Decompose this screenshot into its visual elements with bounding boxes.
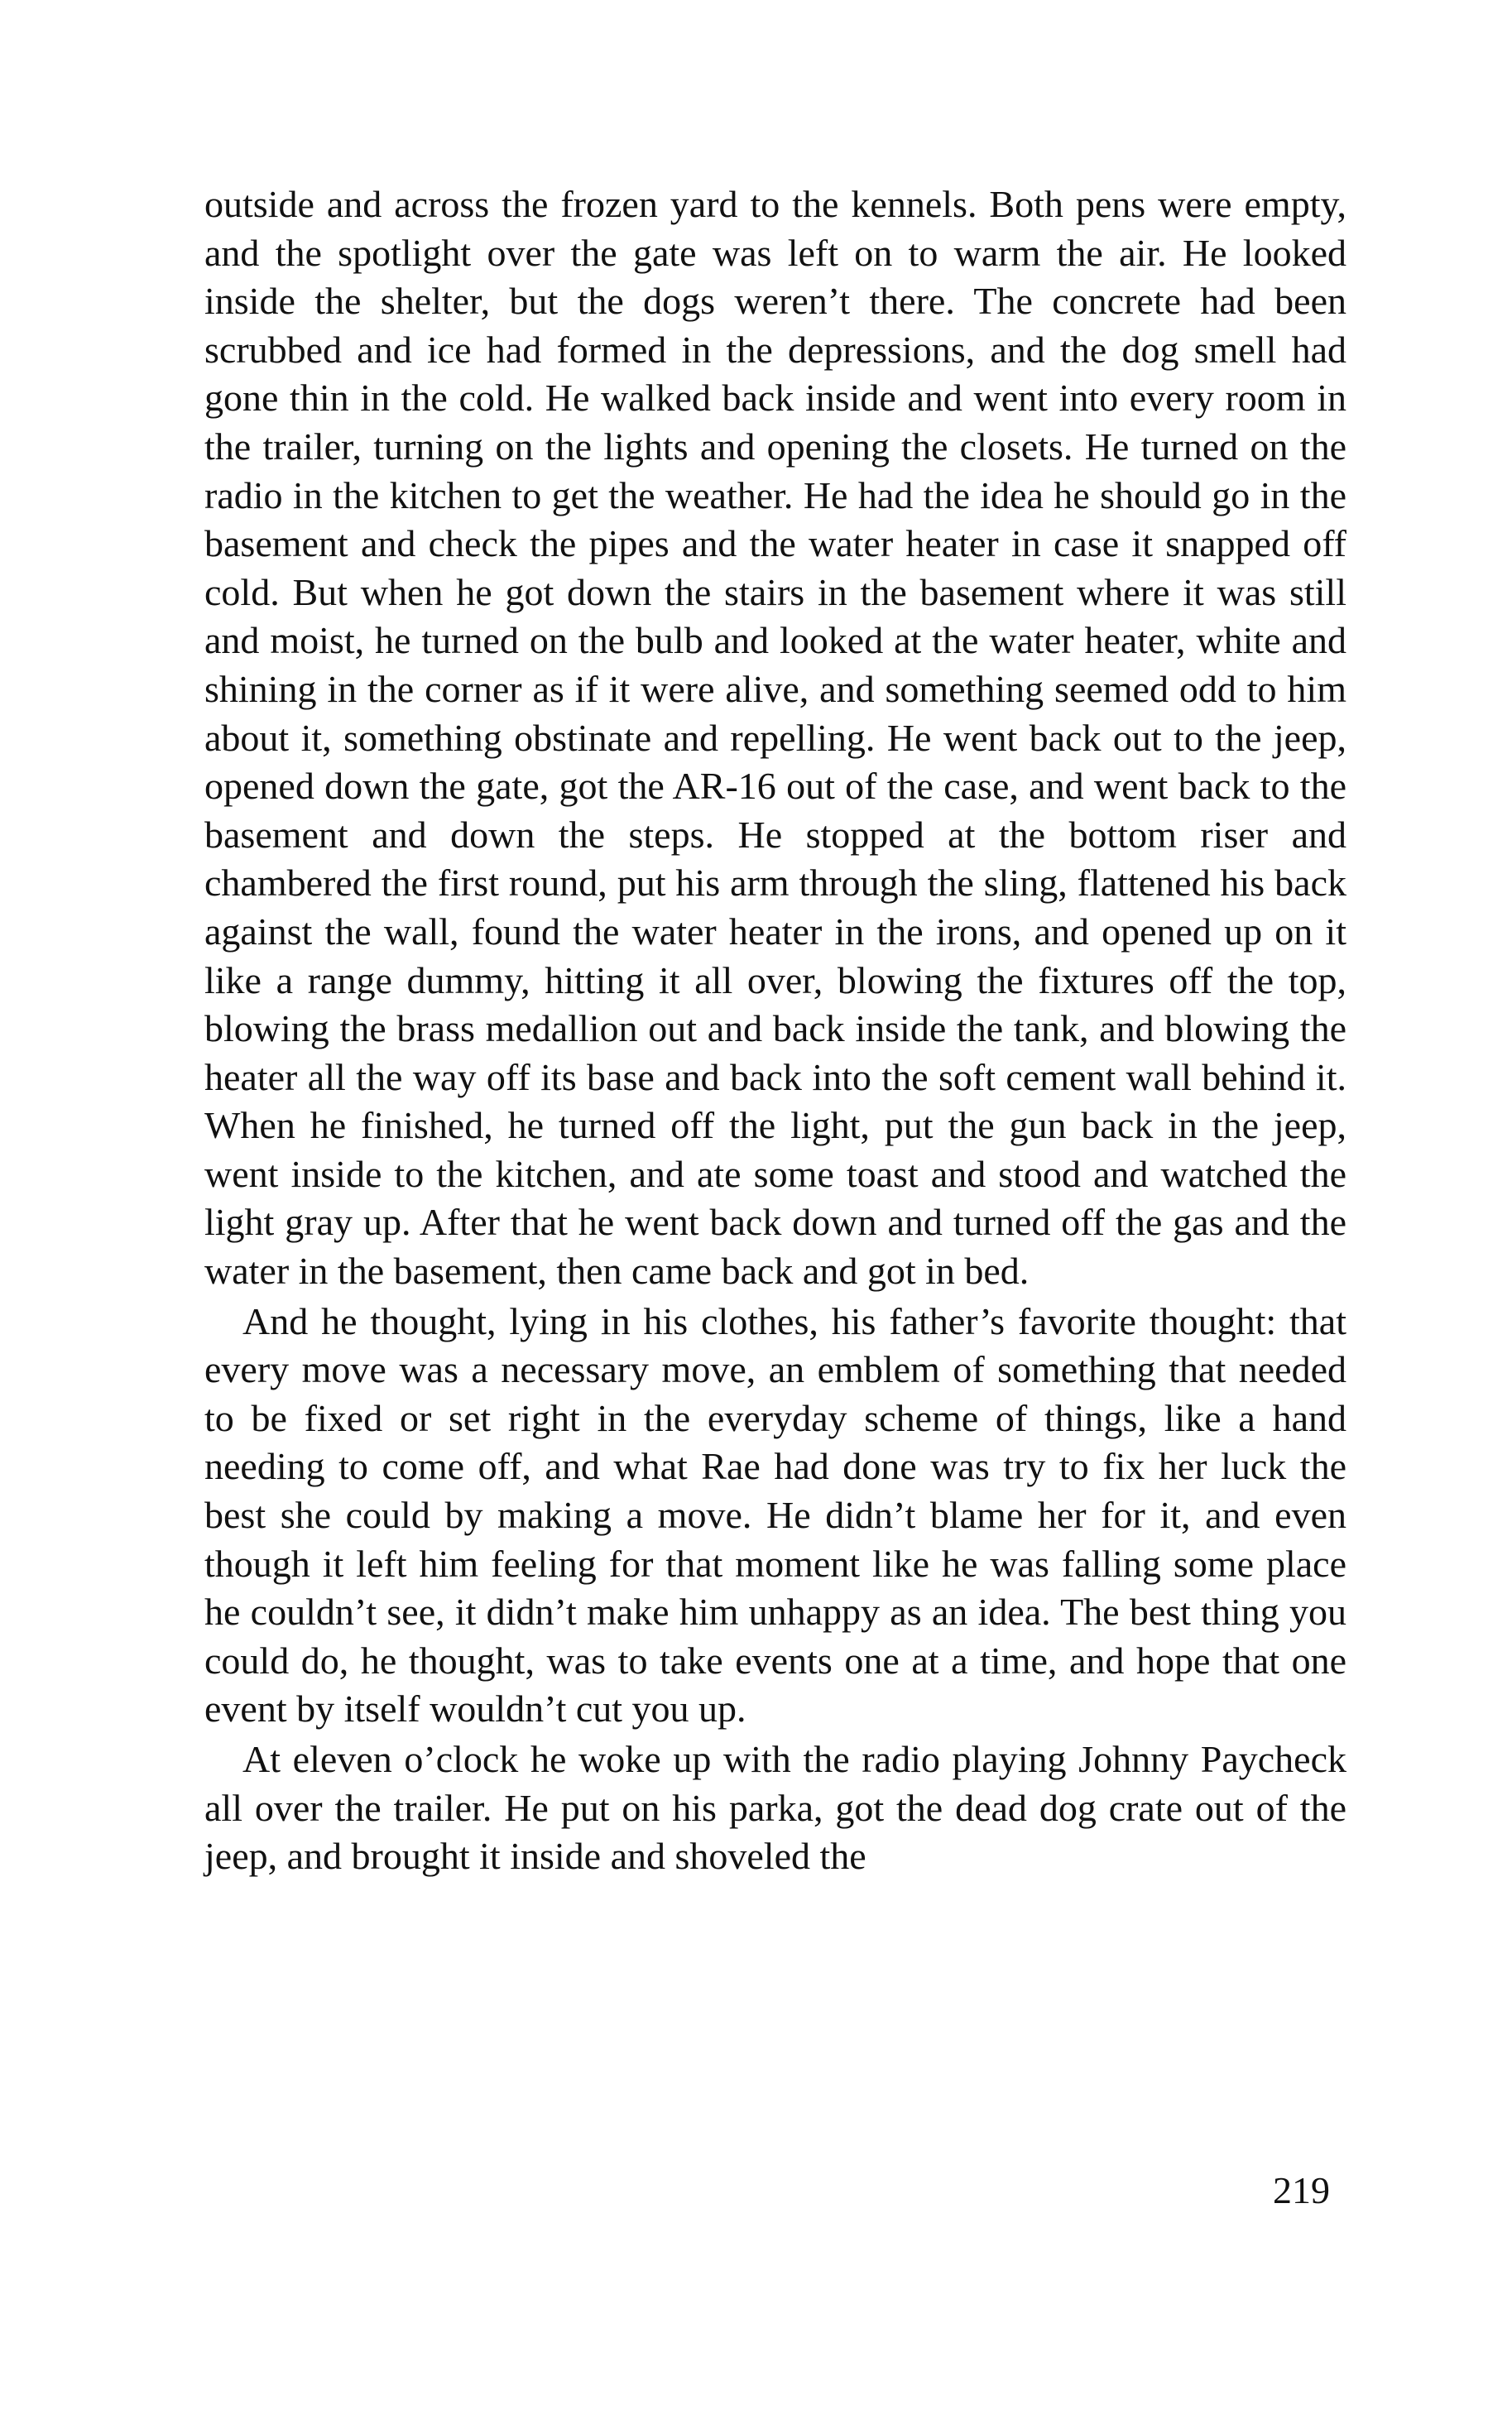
paragraph: At eleven o’clock he woke up with the radio playing Johnny Paycheck all over the trailer. He put on his parka, got the dead dog crate out of the jeep, and brought it inside and shoveled the bbox=[204, 1738, 1346, 1878]
body-text bbox=[204, 180, 1346, 1881]
page-number: 219 bbox=[1273, 2169, 1330, 2211]
paragraph-continued: outside and across the frozen yard to the kennels. Both pens were empty, and the spotlight over the gate was left on to warm the air. He looked inside the shelter, but the dogs weren’t there. The concrete had been scrubbed and ice had formed in the depressions, and the dog smell had gone thin in the cold. He walked back inside and went into every room in the trailer, turning on the lights and opening the closets. He turned on the radio in the kitchen to get the weather. He had the idea he should go in the basement and check the pipes and the water heater in case it snapped off cold. But when he got down the stairs in the basement where it was still and moist, he turned on the bulb and looked at the water heater, white and shining in the corner as if it were alive, and something seemed odd to him about it, something obstinate and repelling. He went back out to the jeep, opened down the gate, got the AR-16 out of the case, and went back to the basement and down the steps. He stopped at the bottom riser and chambered the first round, put his arm through the sling, flattened his back against the wall, found the water heater in the irons, and opened up on it like a range dummy, hitting it all over, blowing the fixtures off the top, blowing the brass medallion out and back inside the tank, and blowing the heater all the way off its base and back into the soft cement wall behind it. When he finished, he turned off the light, put the gun back in the jeep, went inside to the kitchen, and ate some toast and stood and watched the light gray up. After that he went back down and turned off the gas and the water in the basement, then came back and got in bed. bbox=[204, 183, 1346, 1293]
paragraph: And he thought, lying in his clothes, his father’s favorite thought: that every move was a necessary move, an emblem of something that needed to be fixed or set right in the everyday scheme of things, like a hand needing to come off, and what Rae had done was try to fix her luck the best she could by making a move. He didn’t blame her for it, and even though it left him feeling for that moment like he was falling some place he couldn’t see, it didn’t make him unhappy as an idea. The best thing you could do, he thought, was to take events one at a time, and hope that one event by itself wouldn’t cut you up. bbox=[204, 1299, 1346, 1731]
